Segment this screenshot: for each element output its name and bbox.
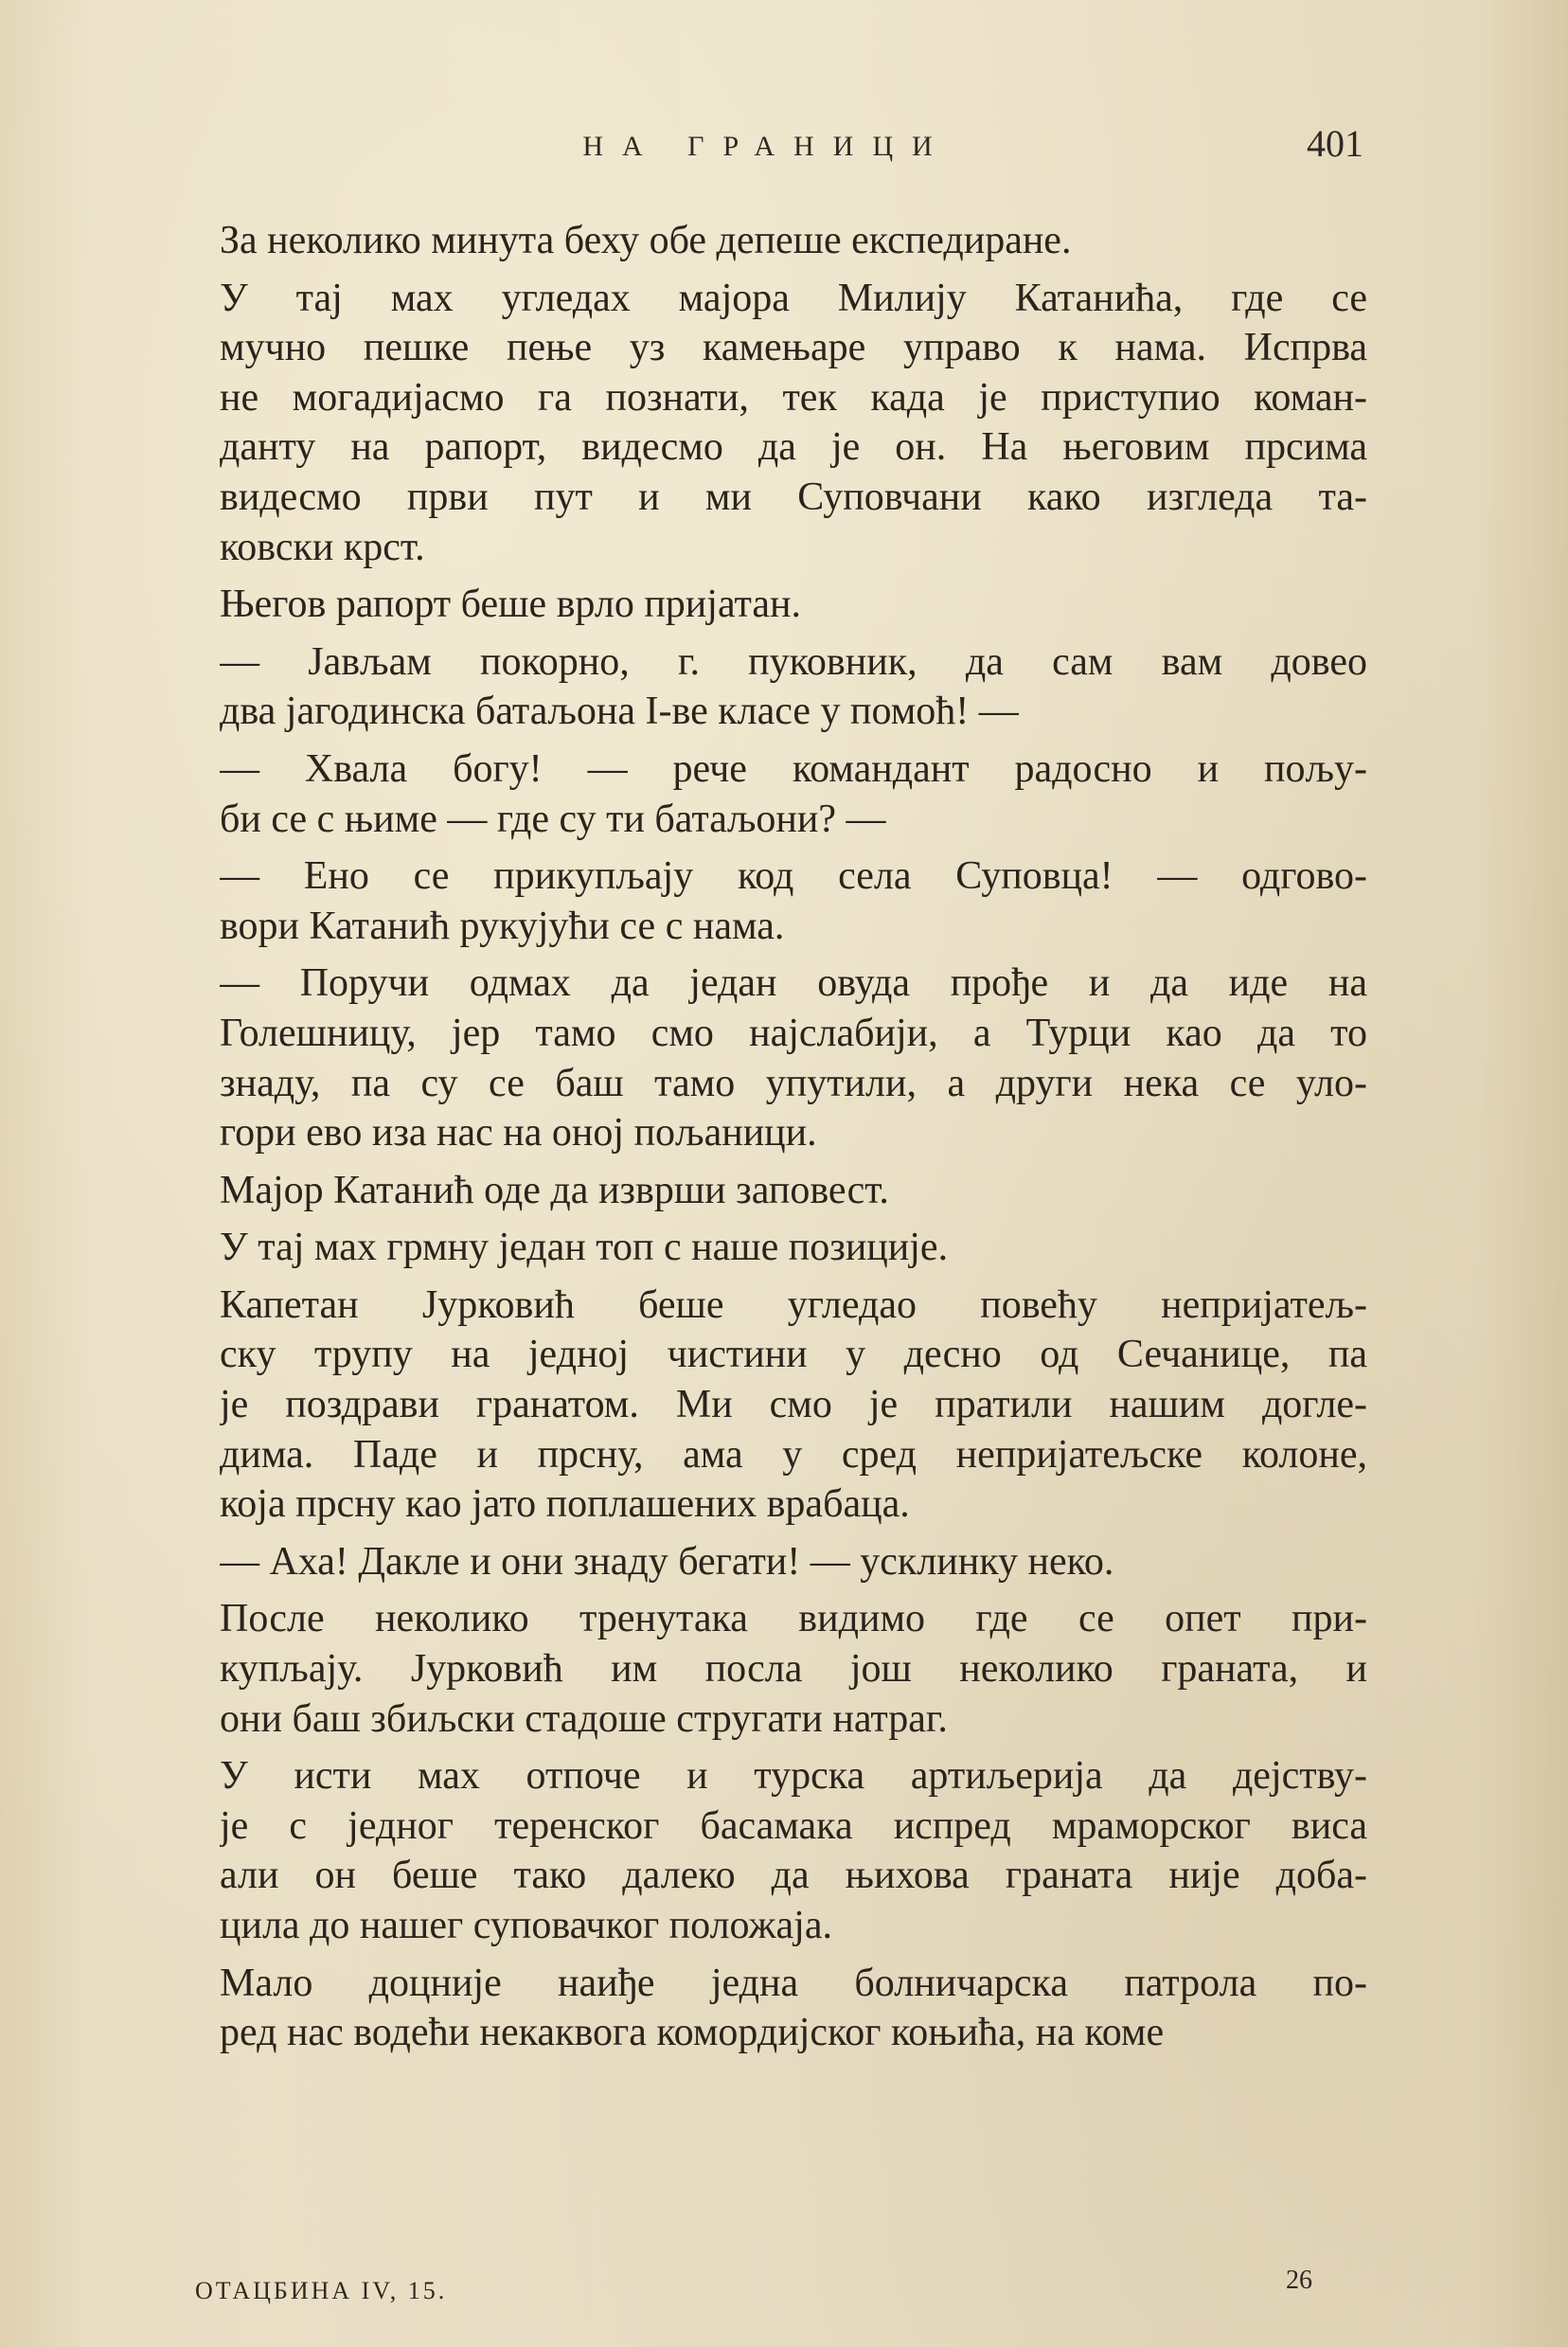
text-line: два јагодинска батаљона I-ве класе у помоћ! —: [220, 690, 1019, 734]
text-line: Његов рапорт беше врло пријатан.: [220, 582, 801, 627]
text-line: они баш збиљски стадоше стругати натраг.: [220, 1696, 948, 1741]
text-line: вори Катанић рукујући се с нама.: [220, 904, 785, 948]
paragraph: [220, 1594, 1367, 1751]
text-line: — Поручи одмах да један овуда прође и да иде на: [220, 961, 1367, 1006]
running-title: НА ГРАНИЦИ: [582, 131, 952, 162]
signature-mark: ОТАЦБИНА IV, 15.: [195, 2277, 448, 2304]
text-line: гори ево иза нас на оној пољаници.: [220, 1111, 817, 1156]
text-line: У тај мах угледах мајора Милију Катанића, где се: [220, 276, 1367, 320]
paragraph: [220, 1223, 1367, 1281]
page-header: [180, 116, 1363, 182]
text-line: цила до нашег суповачког положаја.: [220, 1904, 832, 1947]
paragraph: [220, 1959, 1367, 2066]
text-line: Капетан Јурковић беше угледао повећу непријатељ-: [220, 1282, 1367, 1327]
text-line: је поздрави гранатом. Ми смо је пратили нашим догле-: [220, 1383, 1367, 1427]
text-line: У исти мах отпоче и турска артиљерија да дејству-: [220, 1754, 1367, 1799]
text-line: дима. Паде и прсну, ама у сред непријатељске колоне,: [220, 1432, 1367, 1477]
text-line: — Хвала богу! — рече командант радосно и пољу-: [220, 746, 1367, 791]
text-line: Мајор Катанић оде да изврши заповест.: [220, 1168, 889, 1212]
paragraph: [220, 744, 1367, 851]
text-line: видесмо први пут и ми Суповчани како изгледа та-: [220, 475, 1367, 519]
text-line: је с једног теренског басамака испред мраморског виса: [220, 1803, 1367, 1848]
paragraph: [220, 1537, 1367, 1595]
text-line: ску трупу на једној чистини у десно од Сечанице, па: [220, 1333, 1367, 1377]
paragraph: [220, 1751, 1367, 1958]
paragraph: [220, 637, 1367, 744]
text-line: После неколико тренутака видимо где се опет при-: [220, 1597, 1367, 1641]
page-number: 401: [1307, 122, 1363, 165]
text-line: али он беше тако далеко да њихова граната није доба-: [220, 1854, 1367, 1898]
text-line: — Јављам покорно, г. пуковник, да сам вам довео: [220, 639, 1367, 684]
text-line: купљају. Јурковић им посла још неколико граната, и: [220, 1647, 1367, 1692]
text-line: не могадијасмо га познати, тек када је приступио коман-: [220, 375, 1367, 420]
signature-number: 26: [1286, 2266, 1312, 2295]
text-line: мучно пешке пење уз камењаре управо к нама. Испрва: [220, 326, 1367, 370]
text-line: данту на рапорт, видесмо да је он. На његовим прсима: [220, 425, 1367, 470]
text-line: која прсну као јато поплашених врабаца.: [220, 1482, 910, 1527]
paragraph: [220, 959, 1367, 1165]
paragraph: [220, 1281, 1367, 1537]
paragraph: [220, 1166, 1367, 1224]
paragraph: [220, 851, 1367, 959]
text-line: би се с њиме — где су ти батаљони? —: [220, 797, 886, 841]
paragraph: [220, 274, 1367, 581]
page-footer: [195, 2266, 1312, 2313]
paragraph: [220, 216, 1367, 274]
text-line: ковски крст.: [220, 525, 425, 569]
text-line: Мало доцније наиђе једна болничарска патрола по-: [220, 1961, 1367, 2005]
text-line: У тај мах грмну један топ с наше позиције.: [220, 1226, 949, 1270]
body-text: [220, 216, 1367, 2066]
text-line: Голешницу, јер тамо смо најслабији, а Турци као да то: [220, 1011, 1367, 1055]
text-line: знаду, па су се баш тамо упутили, а други нека се уло-: [220, 1061, 1367, 1105]
text-line: За неколико минута беху обе депеше експедиране.: [220, 219, 1072, 262]
text-line: — Ено се прикупљају код села Суповца! — одгово-: [220, 854, 1367, 899]
text-line: — Аха! Дакле и они знаду бегати! — усклинку неко.: [220, 1539, 1114, 1584]
text-line: ред нас водећи некаквога комордијског коњића, на коме: [220, 2011, 1165, 2055]
paragraph: [220, 580, 1367, 637]
